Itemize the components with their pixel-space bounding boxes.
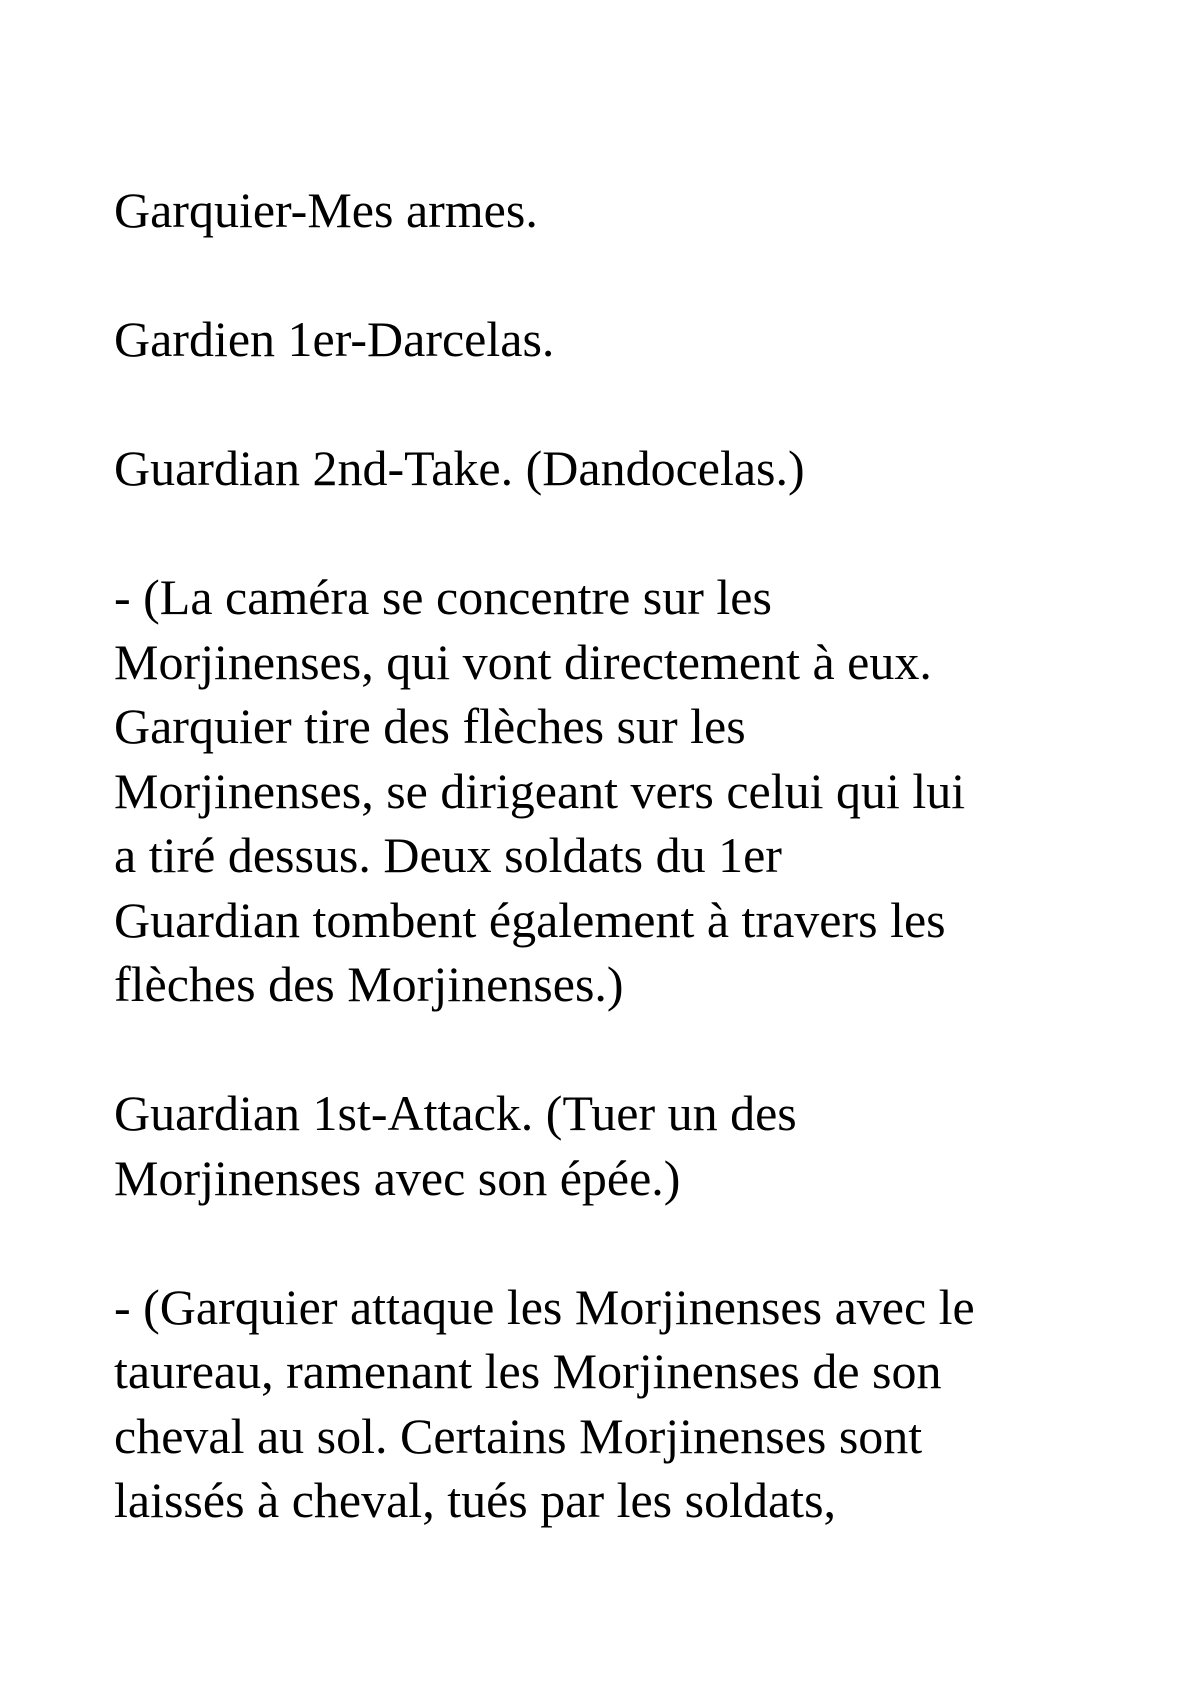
- text-line: Garquier tire des flèches sur les: [114, 698, 746, 754]
- text-line: laissés à cheval, tués par les soldats,: [114, 1472, 837, 1528]
- dialogue-line-garquier: [114, 178, 1114, 243]
- text-line: - (La caméra se concentre sur les: [114, 569, 772, 625]
- text-line: Morjinenses avec son épée.): [114, 1149, 681, 1206]
- text-line: a tiré dessus. Deux soldats du 1er: [114, 827, 782, 883]
- text-line: Guardian tombent également à travers les: [114, 891, 946, 948]
- stage-direction-camera: [114, 565, 1114, 1017]
- text-line: Morjinenses, se dirigeant vers celui qui lui: [114, 762, 966, 819]
- stage-direction-garquier-attack: [114, 1275, 1114, 1533]
- text-line: flèches des Morjinenses.): [114, 956, 624, 1012]
- dialogue-line-gardien-1er: [114, 307, 1114, 372]
- document-body: [114, 178, 1114, 1597]
- text-line: Morjinenses, qui vont directement à eux.: [114, 633, 932, 690]
- dialogue-line-guardian-1st: [114, 1081, 1114, 1210]
- text-line: cheval au sol. Certains Morjinenses sont: [114, 1407, 923, 1464]
- text-line: Guardian 1st-Attack. (Tuer un des: [114, 1085, 797, 1141]
- text-line: taureau, ramenant les Morjinenses de son: [114, 1343, 942, 1399]
- text-line: Garquier-Mes armes.: [114, 182, 538, 238]
- text-line: Guardian 2nd-Take. (Dandocelas.): [114, 440, 805, 496]
- dialogue-line-guardian-2nd: [114, 436, 1114, 501]
- text-line: - (Garquier attaque les Morjinenses avec le: [114, 1278, 975, 1335]
- text-line: Gardien 1er-Darcelas.: [114, 311, 555, 367]
